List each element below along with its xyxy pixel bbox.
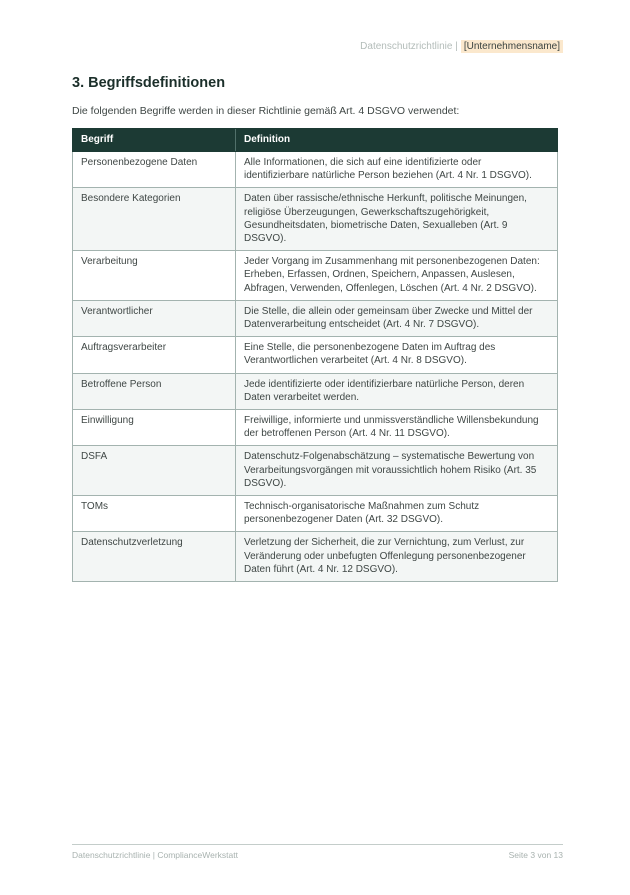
table-row: [73, 300, 558, 336]
definition-cell: Daten über rassische/ethnische Herkunft, politische Meinungen, religiöse Überzeugungen, Gewerkschaftszugehörigkeit, Gesundheitsdaten, biometrische Daten, Sexualleben (Art. 9 DSGVO).: [236, 188, 558, 251]
footer-doc-info: Datenschutzrichtlinie | ComplianceWerkstatt: [72, 850, 238, 860]
definitions-table-head: [73, 129, 558, 152]
page-content: [72, 74, 558, 582]
definitions-table-body: [73, 152, 558, 582]
table-row: [73, 532, 558, 582]
term-cell: TOMs: [73, 496, 236, 532]
table-row: [73, 373, 558, 409]
definitions-table: [72, 128, 558, 582]
table-row: [73, 446, 558, 496]
page-header: [72, 40, 563, 54]
definition-cell: Verletzung der Sicherheit, die zur Vernichtung, zum Verlust, zur Veränderung oder unbefugten Offenlegung personenbezogener Daten führt (Art. 4 Nr. 12 DSGVO).: [236, 532, 558, 582]
definition-cell: Datenschutz-Folgenabschätzung – systematische Bewertung von Verarbeitungsvorgängen mit voraussichtlich hohem Risiko (Art. 35 DSGVO).: [236, 446, 558, 496]
page-footer: [72, 844, 563, 861]
term-cell: Einwilligung: [73, 410, 236, 446]
definition-cell: Jede identifizierte oder identifizierbare natürliche Person, deren Daten verarbeitet werden.: [236, 373, 558, 409]
table-row: [73, 152, 558, 188]
term-cell: Personenbezogene Daten: [73, 152, 236, 188]
company-name-placeholder: [Unternehmensname]: [461, 40, 563, 53]
intro-paragraph: Die folgenden Begriffe werden in dieser Richtlinie gemäß Art. 4 DSGVO verwendet:: [72, 105, 460, 117]
table-row: [73, 496, 558, 532]
definition-cell: Die Stelle, die allein oder gemeinsam über Zwecke und Mittel der Datenverarbeitung entscheidet (Art. 4 Nr. 7 DSGVO).: [236, 300, 558, 336]
table-header-row: [73, 129, 558, 152]
term-cell: Betroffene Person: [73, 373, 236, 409]
table-row: [73, 251, 558, 301]
column-header-definition: Definition: [236, 129, 558, 152]
footer-page-number: Seite 3 von 13: [508, 850, 563, 860]
term-cell: Verarbeitung: [73, 251, 236, 301]
definition-cell: Eine Stelle, die personenbezogene Daten im Auftrag des Verantwortlichen verarbeitet (Art. 4 Nr. 8 DSGVO).: [236, 337, 558, 373]
table-row: [73, 410, 558, 446]
table-row: [73, 337, 558, 373]
column-header-term: Begriff: [73, 129, 236, 152]
term-cell: Verantwortlicher: [73, 300, 236, 336]
term-cell: DSFA: [73, 446, 236, 496]
section-title: 3. Begriffsdefinitionen: [72, 75, 226, 91]
table-row: [73, 188, 558, 251]
definition-cell: Alle Informationen, die sich auf eine identifizierte oder identifizierbare natürliche Person beziehen (Art. 4 Nr. 1 DSGVO).: [236, 152, 558, 188]
definition-cell: Jeder Vorgang im Zusammenhang mit personenbezogenen Daten: Erheben, Erfassen, Ordnen, Speichern, Anpassen, Auslesen, Abfragen, Verwenden, Offenlegen, Löschen (Art. 4 Nr. 2 DSGVO).: [236, 251, 558, 301]
header-doc-title: Datenschutzrichtlinie |: [360, 41, 458, 52]
definition-cell: Freiwillige, informierte und unmissverständliche Willensbekundung der betroffenen Person (Art. 4 Nr. 11 DSGVO).: [236, 410, 558, 446]
definition-cell: Technisch-organisatorische Maßnahmen zum Schutz personenbezogener Daten (Art. 32 DSGVO).: [236, 496, 558, 532]
term-cell: Besondere Kategorien: [73, 188, 236, 251]
term-cell: Datenschutzverletzung: [73, 532, 236, 582]
term-cell: Auftragsverarbeiter: [73, 337, 236, 373]
